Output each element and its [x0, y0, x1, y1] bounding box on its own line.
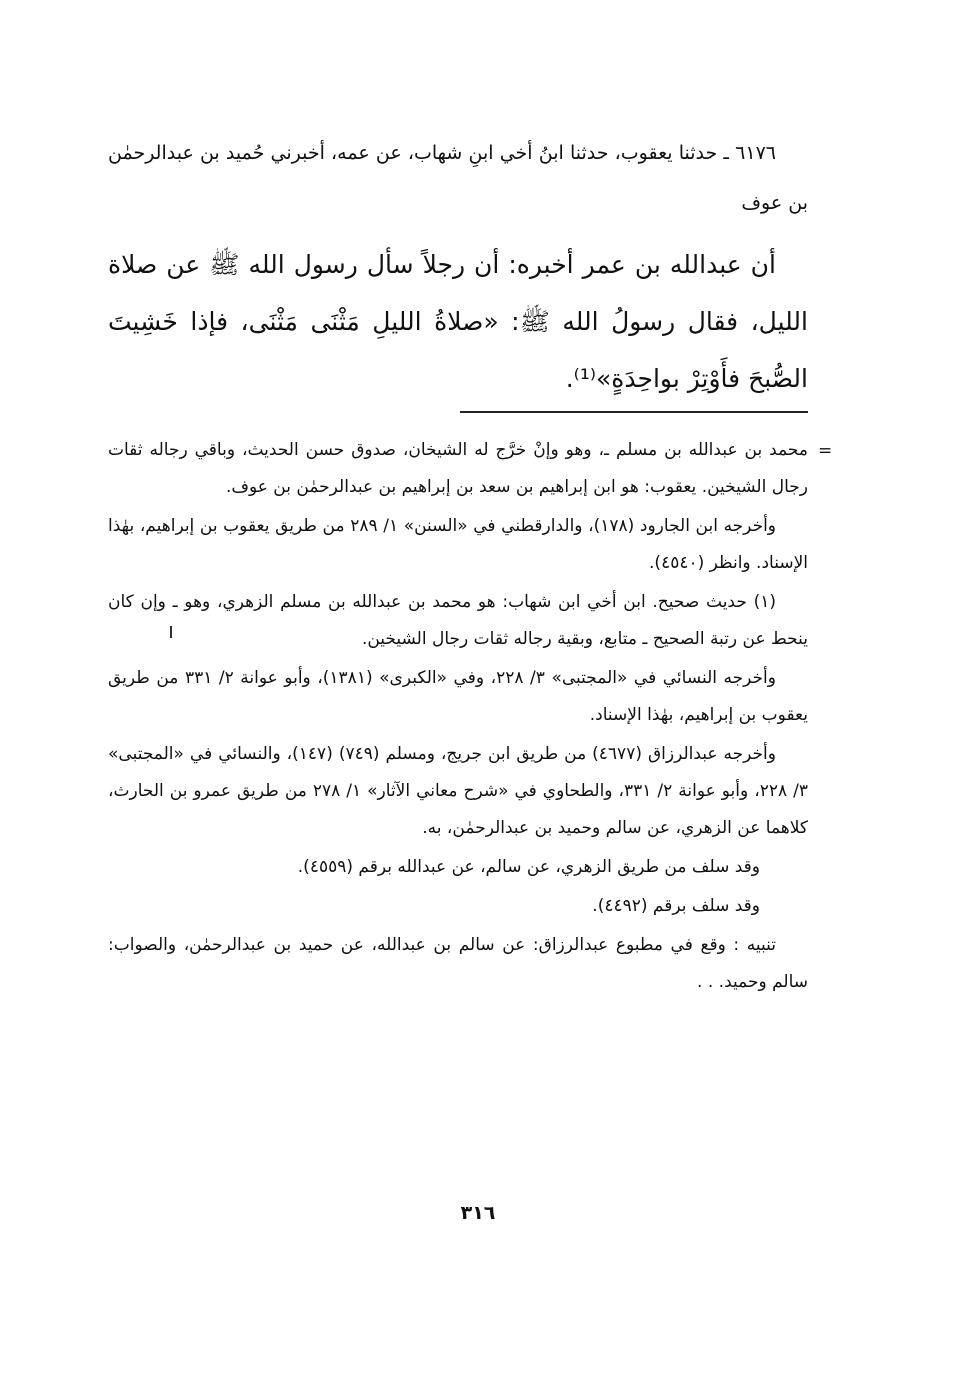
footnotes: [108, 432, 808, 1003]
footnote-1-takhrij-b: وأخرجه عبدالرزاق (٤٦٧٧) من طريق ابن جريج، ومسلم (٧٤٩) (١٤٧)، والنسائي في «المجتبى» ٣/ ٢٢٨، وأبو عوانة ٢/ ٣٣١، والطحاوي في «شرح معاني الآثار» ١/ ٢٧٨ من طريق عمرو بن الحارث، كلاهما عن الزهري، عن سالم وحميد بن عبدالرحمٰن، به.: [108, 744, 808, 838]
footnote-1-remark: تنبيه : وقع في مطبوع عبدالرزاق: عن سالم بن عبدالله، عن حميد بن عبدالرحمٰن، والصواب: سالم وحميد. . .: [108, 935, 808, 992]
page-number: ٣١٦: [460, 1202, 496, 1224]
hadith-matn: أن عبدالله بن عمر أخبره: أن رجلاً سأل رسول الله ﷺ عن صلاة الليل، فقال رسولُ الله ﷺ: «صلاةُ الليلِ مَثْنَى مَثْنَى، فإذا خَشِيتَ الصُّبحَ فأَوْتِرْ بواحِدَةٍ»⁽¹⁾.: [108, 250, 808, 393]
footnote-1-crossref-a: وقد سلف من طريق الزهري، عن سالم، عن عبدالله برقم (٤٥٥٩).: [297, 857, 760, 877]
hadith-isnad: ٦١٧٦ ـ حدثنا يعقوب، حدثنا ابنُ أخي ابنِ شهاب، عن عمه، أخبرني حُميد بن عبدالرحمٰن بن عوف: [108, 142, 808, 214]
footnote-continuation-takhrij: وأخرجه ابن الجارود (١٧٨)، والدارقطني في «السنن» ١/ ٢٨٩ من طريق يعقوب بن إبراهيم، بهٰذا الإسناد. وانظر (٤٥٤٠).: [108, 516, 808, 573]
footnote-1-takhrij-a: وأخرجه النسائي في «المجتبى» ٣/ ٢٢٨، وفي «الكبرى» (١٣٨١)، وأبو عوانة ٢/ ٣٣١ من طريق يعقوب بن إبراهيم، بهٰذا الإسناد.: [108, 668, 808, 725]
footnote-separator: [460, 411, 808, 413]
footnote-1: (١) حديث صحيح. ابن أخي ابن شهاب: هو محمد بن عبدالله بن مسلم الزهري، وهو ـ وإن كان ينحط عن رتبة الصحيح ـ متابع، وبقية رجاله ثقات رجال الشيخين.: [108, 592, 808, 649]
stray-mark: [170, 626, 172, 638]
footnote-continuation: محمد بن عبدالله بن مسلم ـ، وهو وإنْ خرَّج له الشيخان، صدوق حسن الحديث، وباقي رجاله ثقات رجال الشيخين. يعقوب: هو ابن إبراهيم بن سعد بن إبراهيم بن عبدالرحمٰن بن عوف.: [108, 440, 808, 497]
continuation-mark: =: [818, 441, 833, 461]
footnote-1-crossref-b: وقد سلف برقم (٤٤٩٢).: [592, 896, 760, 916]
